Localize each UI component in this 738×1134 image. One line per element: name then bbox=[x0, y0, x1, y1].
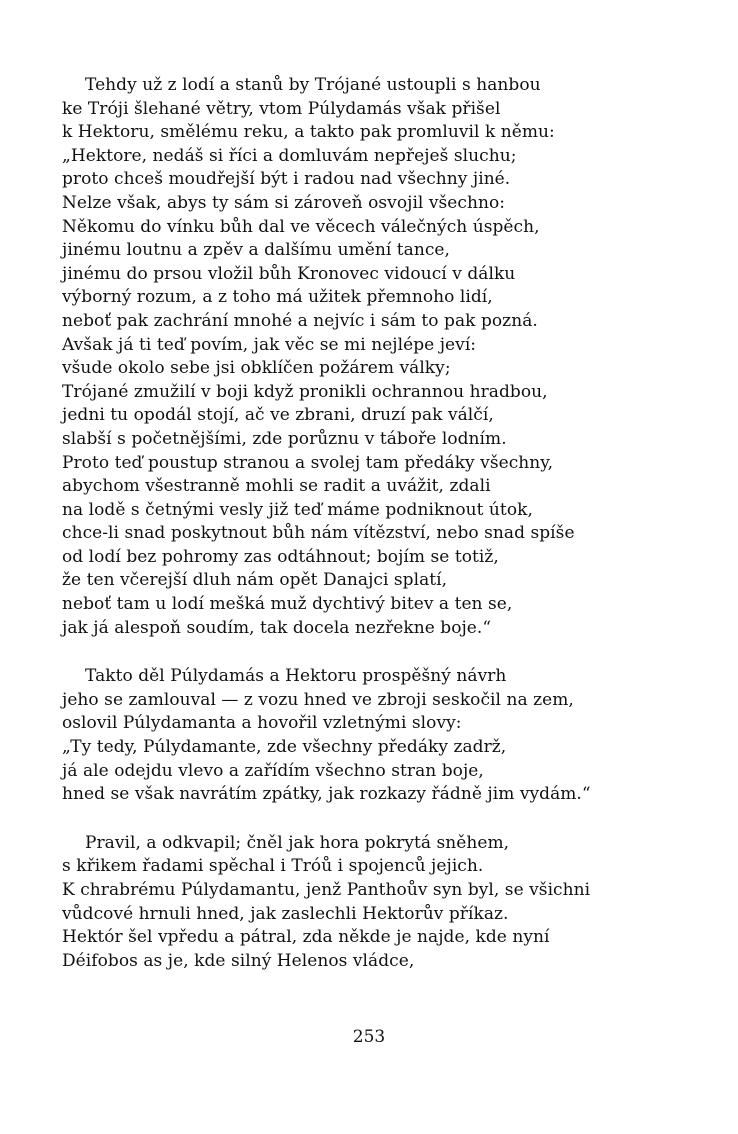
verse-line: s křikem řadami spěchal i Tróů i spojenců jejich. bbox=[62, 856, 484, 877]
verse-line: jak já alespoň soudím, tak docela nezřekne boje.“ bbox=[62, 617, 492, 638]
verse-line: neboť pak zachrání mnohé a nejvíc i sám to pak pozná. bbox=[62, 310, 538, 331]
poem-text bbox=[62, 74, 702, 973]
verse-line: Tehdy už z lodí a stanů by Trójané ustoupli s hanbou bbox=[85, 75, 541, 95]
verse-line: hned se však navrátím zpátky, jak rozkazy řádně jim vydám.“ bbox=[62, 784, 591, 805]
verse-line: jeho se zamlouval — z vozu hned ve zbroji seskočil na zem, bbox=[62, 689, 574, 710]
verse-line: ke Tróji šlehané větry, vtom Púlydamás však přišel bbox=[62, 98, 501, 119]
verse-line: na lodě s četnými vesly již teď máme podniknout útok, bbox=[62, 499, 533, 520]
verse-line: jinému do prsou vložil bůh Kronovec vidoucí v dálku bbox=[62, 263, 516, 284]
verse-line: Pravil, a odkvapil; čněl jak hora pokrytá sněhem, bbox=[85, 832, 510, 853]
verse-line: K chrabrému Púlydamantu, jenž Panthoův syn byl, se všichni bbox=[62, 880, 591, 900]
verse-line: že ten včerejší dluh nám opět Danajci splatí, bbox=[62, 570, 448, 591]
verse-line: slabší s početnějšími, zde porůznu v táboře lodním. bbox=[62, 428, 507, 449]
page-number: 253 bbox=[352, 1027, 386, 1047]
verse-line: od lodí bez pohromy zas odtáhnout; bojím se totiž, bbox=[62, 546, 499, 567]
verse-line: Nelze však, abys ty sám si zároveň osvojil všechno: bbox=[62, 192, 506, 213]
stanza-3 bbox=[62, 832, 702, 974]
verse-line: vůdcové hrnuli hned, jak zaslechli Hektorův příkaz. bbox=[62, 903, 509, 924]
verse-line: všude okolo sebe jsi obklíčen požárem války; bbox=[62, 358, 451, 379]
verse-line: výborný rozum, a z toho má užitek přemnoho lidí, bbox=[62, 287, 493, 308]
verse-line: Proto teď poustup stranou a svolej tam předáky všechny, bbox=[62, 452, 554, 473]
stanza-1 bbox=[62, 74, 702, 640]
verse-line: k Hektoru, smělému reku, a takto pak promluvil k němu: bbox=[62, 122, 555, 143]
verse-line: oslovil Púlydamanta a hovořil vzletnými slovy: bbox=[62, 713, 462, 734]
verse-line: chce-li snad poskytnout bůh nám vítězství, nebo snad spíše bbox=[62, 523, 575, 544]
verse-line: neboť tam u lodí mešká muž dychtivý bitev a ten se, bbox=[62, 594, 513, 615]
verse-line: já ale odejdu vlevo a zařídím všechno stran boje, bbox=[62, 760, 484, 781]
verse-line: „Ty tedy, Púlydamante, zde všechny předáky zadrž, bbox=[62, 737, 507, 758]
verse-line: proto chceš moudřejší být i radou nad všechny jiné. bbox=[62, 169, 511, 190]
verse-line: jinému loutnu a zpěv a dalšímu umění tance, bbox=[62, 240, 450, 261]
verse-line: Někomu do vínku bůh dal ve věcech válečných úspěch, bbox=[62, 216, 540, 237]
verse-line: Déifobos as je, kde silný Helenos vládce, bbox=[62, 950, 415, 971]
verse-line: Trójané zmužilí v boji když pronikli ochrannou hradbou, bbox=[62, 381, 548, 402]
verse-line: Hektór šel vpředu a pátral, zda někde je najde, kde nyní bbox=[62, 927, 550, 948]
verse-line: Avšak já ti teď povím, jak věc se mi nejlépe jeví: bbox=[62, 334, 477, 355]
verse-line: jedni tu opodál stojí, ač ve zbrani, druzí pak válčí, bbox=[62, 405, 494, 426]
stanza-2 bbox=[62, 665, 702, 807]
verse-line: „Hektore, nedáš si říci a domluvám nepřeješ sluchu; bbox=[62, 145, 517, 166]
verse-line: Takto děl Púlydamás a Hektoru prospěšný návrh bbox=[85, 666, 507, 687]
verse-line: abychom všestranně mohli se radit a uvážit, zdali bbox=[62, 476, 491, 497]
